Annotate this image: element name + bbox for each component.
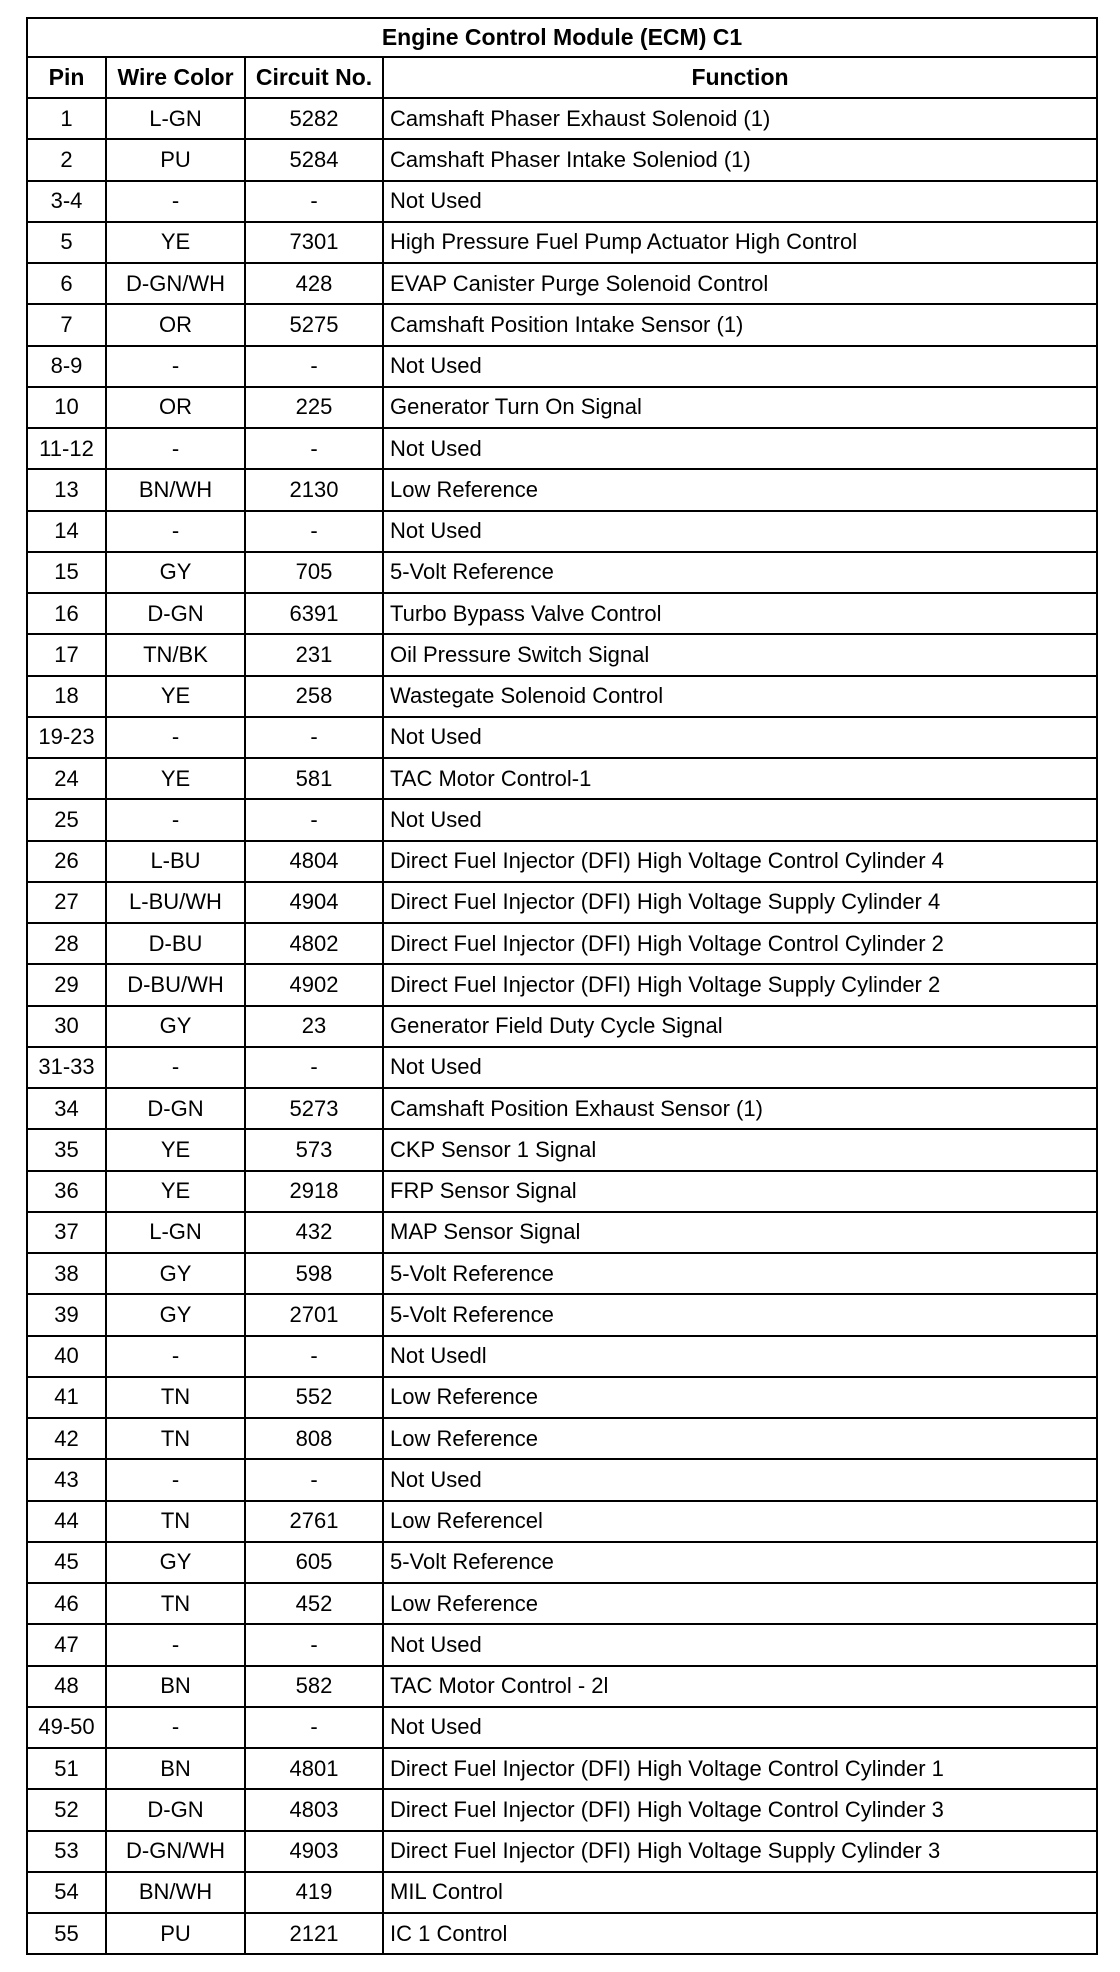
function-cell: Low Referencel: [383, 1501, 1097, 1542]
table-row: [27, 1212, 1097, 1253]
pin-cell: 1: [27, 98, 106, 139]
table-body: [27, 98, 1097, 1954]
circuit-no-cell: -: [245, 511, 383, 552]
wire-color-cell: -: [106, 717, 245, 758]
pin-cell: 36: [27, 1171, 106, 1212]
circuit-no-cell: 598: [245, 1253, 383, 1294]
wire-color-cell: TN: [106, 1501, 245, 1542]
circuit-no-cell: 5275: [245, 304, 383, 345]
pin-cell: 8-9: [27, 346, 106, 387]
function-cell: 5-Volt Reference: [383, 1294, 1097, 1335]
function-cell: Not Used: [383, 511, 1097, 552]
pin-cell: 44: [27, 1501, 106, 1542]
table-row: [27, 1748, 1097, 1789]
table-row: [27, 263, 1097, 304]
wire-color-cell: -: [106, 1047, 245, 1088]
function-cell: MAP Sensor Signal: [383, 1212, 1097, 1253]
table-row: [27, 1831, 1097, 1872]
pin-cell: 15: [27, 552, 106, 593]
pin-cell: 48: [27, 1666, 106, 1707]
function-cell: Direct Fuel Injector (DFI) High Voltage Control Cylinder 2: [383, 923, 1097, 964]
pin-cell: 35: [27, 1129, 106, 1170]
circuit-no-cell: 2761: [245, 1501, 383, 1542]
circuit-no-cell: 225: [245, 387, 383, 428]
circuit-no-cell: 705: [245, 552, 383, 593]
table-row: [27, 1913, 1097, 1954]
wire-color-cell: -: [106, 1459, 245, 1500]
wire-color-cell: YE: [106, 222, 245, 263]
wire-color-cell: -: [106, 346, 245, 387]
circuit-no-cell: 432: [245, 1212, 383, 1253]
function-cell: Not Usedl: [383, 1336, 1097, 1377]
circuit-no-cell: 581: [245, 758, 383, 799]
table-row: [27, 1129, 1097, 1170]
pin-cell: 13: [27, 469, 106, 510]
pin-cell: 38: [27, 1253, 106, 1294]
circuit-no-cell: 552: [245, 1377, 383, 1418]
table-row: [27, 799, 1097, 840]
table-row: [27, 552, 1097, 593]
table-row: [27, 717, 1097, 758]
table-row: [27, 469, 1097, 510]
function-cell: 5-Volt Reference: [383, 552, 1097, 593]
table-row: [27, 139, 1097, 180]
table-title-row: [27, 18, 1097, 57]
circuit-no-cell: -: [245, 346, 383, 387]
table-row: [27, 1294, 1097, 1335]
function-cell: Not Used: [383, 717, 1097, 758]
wire-color-cell: GY: [106, 1253, 245, 1294]
pin-cell: 42: [27, 1418, 106, 1459]
table-row: [27, 1707, 1097, 1748]
wire-color-cell: D-GN: [106, 1088, 245, 1129]
wire-color-cell: L-BU/WH: [106, 882, 245, 923]
header-circuit-no: Circuit No.: [245, 57, 383, 98]
circuit-no-cell: -: [245, 1336, 383, 1377]
function-cell: Camshaft Phaser Intake Soleniod (1): [383, 139, 1097, 180]
circuit-no-cell: 5273: [245, 1088, 383, 1129]
function-cell: TAC Motor Control-1: [383, 758, 1097, 799]
circuit-no-cell: 4903: [245, 1831, 383, 1872]
table-row: [27, 1253, 1097, 1294]
circuit-no-cell: -: [245, 799, 383, 840]
circuit-no-cell: 4902: [245, 964, 383, 1005]
wire-color-cell: BN: [106, 1748, 245, 1789]
wire-color-cell: YE: [106, 1129, 245, 1170]
table-row: [27, 593, 1097, 634]
wire-color-cell: D-GN/WH: [106, 1831, 245, 1872]
wire-color-cell: PU: [106, 139, 245, 180]
table-row: [27, 1171, 1097, 1212]
function-cell: Direct Fuel Injector (DFI) High Voltage Control Cylinder 1: [383, 1748, 1097, 1789]
table-row: [27, 1088, 1097, 1129]
table-row: [27, 676, 1097, 717]
pin-cell: 14: [27, 511, 106, 552]
wire-color-cell: -: [106, 428, 245, 469]
circuit-no-cell: -: [245, 181, 383, 222]
circuit-no-cell: 4904: [245, 882, 383, 923]
wire-color-cell: L-GN: [106, 98, 245, 139]
table-row: [27, 387, 1097, 428]
table-row: [27, 98, 1097, 139]
header-wire-color: Wire Color: [106, 57, 245, 98]
wire-color-cell: GY: [106, 1006, 245, 1047]
table-row: [27, 1666, 1097, 1707]
wire-color-cell: YE: [106, 1171, 245, 1212]
function-cell: Low Reference: [383, 1377, 1097, 1418]
circuit-no-cell: 7301: [245, 222, 383, 263]
pin-cell: 11-12: [27, 428, 106, 469]
wire-color-cell: -: [106, 511, 245, 552]
function-cell: Direct Fuel Injector (DFI) High Voltage Supply Cylinder 4: [383, 882, 1097, 923]
function-cell: Camshaft Position Intake Sensor (1): [383, 304, 1097, 345]
circuit-no-cell: 5284: [245, 139, 383, 180]
wire-color-cell: BN/WH: [106, 1872, 245, 1913]
function-cell: Not Used: [383, 1047, 1097, 1088]
circuit-no-cell: 808: [245, 1418, 383, 1459]
function-cell: Direct Fuel Injector (DFI) High Voltage Control Cylinder 4: [383, 841, 1097, 882]
function-cell: Not Used: [383, 181, 1097, 222]
table-row: [27, 1418, 1097, 1459]
table-row: [27, 181, 1097, 222]
function-cell: Turbo Bypass Valve Control: [383, 593, 1097, 634]
table-row: [27, 964, 1097, 1005]
pin-cell: 30: [27, 1006, 106, 1047]
pin-cell: 52: [27, 1789, 106, 1830]
pin-cell: 2: [27, 139, 106, 180]
function-cell: Not Used: [383, 346, 1097, 387]
wire-color-cell: D-BU/WH: [106, 964, 245, 1005]
wire-color-cell: D-GN: [106, 1789, 245, 1830]
wire-color-cell: -: [106, 1336, 245, 1377]
pin-cell: 17: [27, 634, 106, 675]
function-cell: CKP Sensor 1 Signal: [383, 1129, 1097, 1170]
function-cell: TAC Motor Control - 2l: [383, 1666, 1097, 1707]
circuit-no-cell: 23: [245, 1006, 383, 1047]
wire-color-cell: BN/WH: [106, 469, 245, 510]
wire-color-cell: BN: [106, 1666, 245, 1707]
pin-cell: 16: [27, 593, 106, 634]
circuit-no-cell: 5282: [245, 98, 383, 139]
table-row: [27, 511, 1097, 552]
wire-color-cell: -: [106, 799, 245, 840]
pin-cell: 7: [27, 304, 106, 345]
wire-color-cell: TN: [106, 1583, 245, 1624]
circuit-no-cell: 2121: [245, 1913, 383, 1954]
function-cell: Generator Turn On Signal: [383, 387, 1097, 428]
pin-cell: 37: [27, 1212, 106, 1253]
circuit-no-cell: 2701: [245, 1294, 383, 1335]
pin-cell: 25: [27, 799, 106, 840]
pin-cell: 40: [27, 1336, 106, 1377]
function-cell: Camshaft Position Exhaust Sensor (1): [383, 1088, 1097, 1129]
pin-cell: 28: [27, 923, 106, 964]
wire-color-cell: GY: [106, 1294, 245, 1335]
function-cell: EVAP Canister Purge Solenoid Control: [383, 263, 1097, 304]
pin-cell: 51: [27, 1748, 106, 1789]
circuit-no-cell: 231: [245, 634, 383, 675]
pin-cell: 6: [27, 263, 106, 304]
function-cell: Low Reference: [383, 1418, 1097, 1459]
table-row: [27, 1542, 1097, 1583]
wire-color-cell: OR: [106, 304, 245, 345]
pin-cell: 47: [27, 1624, 106, 1665]
circuit-no-cell: 428: [245, 263, 383, 304]
wire-color-cell: D-GN: [106, 593, 245, 634]
wire-color-cell: GY: [106, 1542, 245, 1583]
pin-cell: 19-23: [27, 717, 106, 758]
function-cell: Direct Fuel Injector (DFI) High Voltage Supply Cylinder 3: [383, 1831, 1097, 1872]
pin-cell: 18: [27, 676, 106, 717]
wire-color-cell: GY: [106, 552, 245, 593]
pin-cell: 45: [27, 1542, 106, 1583]
circuit-no-cell: 4804: [245, 841, 383, 882]
table-row: [27, 304, 1097, 345]
pin-cell: 29: [27, 964, 106, 1005]
wire-color-cell: D-BU: [106, 923, 245, 964]
wire-color-cell: -: [106, 1707, 245, 1748]
circuit-no-cell: -: [245, 1459, 383, 1500]
circuit-no-cell: -: [245, 1047, 383, 1088]
circuit-no-cell: 582: [245, 1666, 383, 1707]
function-cell: Direct Fuel Injector (DFI) High Voltage Control Cylinder 3: [383, 1789, 1097, 1830]
table-row: [27, 634, 1097, 675]
pin-cell: 31-33: [27, 1047, 106, 1088]
circuit-no-cell: 258: [245, 676, 383, 717]
table-row: [27, 1459, 1097, 1500]
function-cell: Not Used: [383, 428, 1097, 469]
table-row: [27, 1789, 1097, 1830]
function-cell: Direct Fuel Injector (DFI) High Voltage Supply Cylinder 2: [383, 964, 1097, 1005]
table-row: [27, 1583, 1097, 1624]
wire-color-cell: L-BU: [106, 841, 245, 882]
function-cell: Camshaft Phaser Exhaust Solenoid (1): [383, 98, 1097, 139]
circuit-no-cell: 452: [245, 1583, 383, 1624]
wire-color-cell: PU: [106, 1913, 245, 1954]
circuit-no-cell: 573: [245, 1129, 383, 1170]
table-row: [27, 923, 1097, 964]
pin-cell: 10: [27, 387, 106, 428]
function-cell: High Pressure Fuel Pump Actuator High Control: [383, 222, 1097, 263]
pin-cell: 34: [27, 1088, 106, 1129]
column-header-row: [27, 57, 1097, 98]
header-pin: Pin: [27, 57, 106, 98]
table-row: [27, 1047, 1097, 1088]
function-cell: MIL Control: [383, 1872, 1097, 1913]
wire-color-cell: TN: [106, 1377, 245, 1418]
function-cell: Oil Pressure Switch Signal: [383, 634, 1097, 675]
wire-color-cell: -: [106, 1624, 245, 1665]
function-cell: FRP Sensor Signal: [383, 1171, 1097, 1212]
wire-color-cell: TN: [106, 1418, 245, 1459]
function-cell: Generator Field Duty Cycle Signal: [383, 1006, 1097, 1047]
circuit-no-cell: -: [245, 428, 383, 469]
table-row: [27, 1377, 1097, 1418]
circuit-no-cell: -: [245, 1707, 383, 1748]
function-cell: Low Reference: [383, 469, 1097, 510]
table-row: [27, 428, 1097, 469]
function-cell: Wastegate Solenoid Control: [383, 676, 1097, 717]
circuit-no-cell: 2130: [245, 469, 383, 510]
pin-cell: 27: [27, 882, 106, 923]
wire-color-cell: TN/BK: [106, 634, 245, 675]
function-cell: Low Reference: [383, 1583, 1097, 1624]
table-row: [27, 841, 1097, 882]
circuit-no-cell: 419: [245, 1872, 383, 1913]
pin-cell: 53: [27, 1831, 106, 1872]
function-cell: Not Used: [383, 799, 1097, 840]
wire-color-cell: YE: [106, 676, 245, 717]
table-title: Engine Control Module (ECM) C1: [27, 18, 1097, 57]
function-cell: IC 1 Control: [383, 1913, 1097, 1954]
function-cell: 5-Volt Reference: [383, 1253, 1097, 1294]
table-row: [27, 222, 1097, 263]
wire-color-cell: D-GN/WH: [106, 263, 245, 304]
header-function: Function: [383, 57, 1097, 98]
pinout-sheet: [26, 17, 1096, 1955]
function-cell: Not Used: [383, 1459, 1097, 1500]
function-cell: Not Used: [383, 1707, 1097, 1748]
pin-cell: 26: [27, 841, 106, 882]
function-cell: 5-Volt Reference: [383, 1542, 1097, 1583]
circuit-no-cell: 4801: [245, 1748, 383, 1789]
pin-cell: 54: [27, 1872, 106, 1913]
wire-color-cell: OR: [106, 387, 245, 428]
pin-cell: 49-50: [27, 1707, 106, 1748]
pin-cell: 55: [27, 1913, 106, 1954]
table-row: [27, 882, 1097, 923]
pin-cell: 43: [27, 1459, 106, 1500]
table-row: [27, 1624, 1097, 1665]
circuit-no-cell: 4803: [245, 1789, 383, 1830]
wire-color-cell: L-GN: [106, 1212, 245, 1253]
pin-cell: 5: [27, 222, 106, 263]
ecm-connector-table: [26, 17, 1098, 1955]
circuit-no-cell: -: [245, 717, 383, 758]
table-row: [27, 1336, 1097, 1377]
pin-cell: 41: [27, 1377, 106, 1418]
pin-cell: 24: [27, 758, 106, 799]
pin-cell: 39: [27, 1294, 106, 1335]
pin-cell: 46: [27, 1583, 106, 1624]
circuit-no-cell: 4802: [245, 923, 383, 964]
table-row: [27, 1006, 1097, 1047]
table-row: [27, 346, 1097, 387]
circuit-no-cell: 6391: [245, 593, 383, 634]
circuit-no-cell: 605: [245, 1542, 383, 1583]
circuit-no-cell: -: [245, 1624, 383, 1665]
table-row: [27, 1872, 1097, 1913]
function-cell: Not Used: [383, 1624, 1097, 1665]
wire-color-cell: YE: [106, 758, 245, 799]
table-row: [27, 1501, 1097, 1542]
table-row: [27, 758, 1097, 799]
circuit-no-cell: 2918: [245, 1171, 383, 1212]
pin-cell: 3-4: [27, 181, 106, 222]
wire-color-cell: -: [106, 181, 245, 222]
